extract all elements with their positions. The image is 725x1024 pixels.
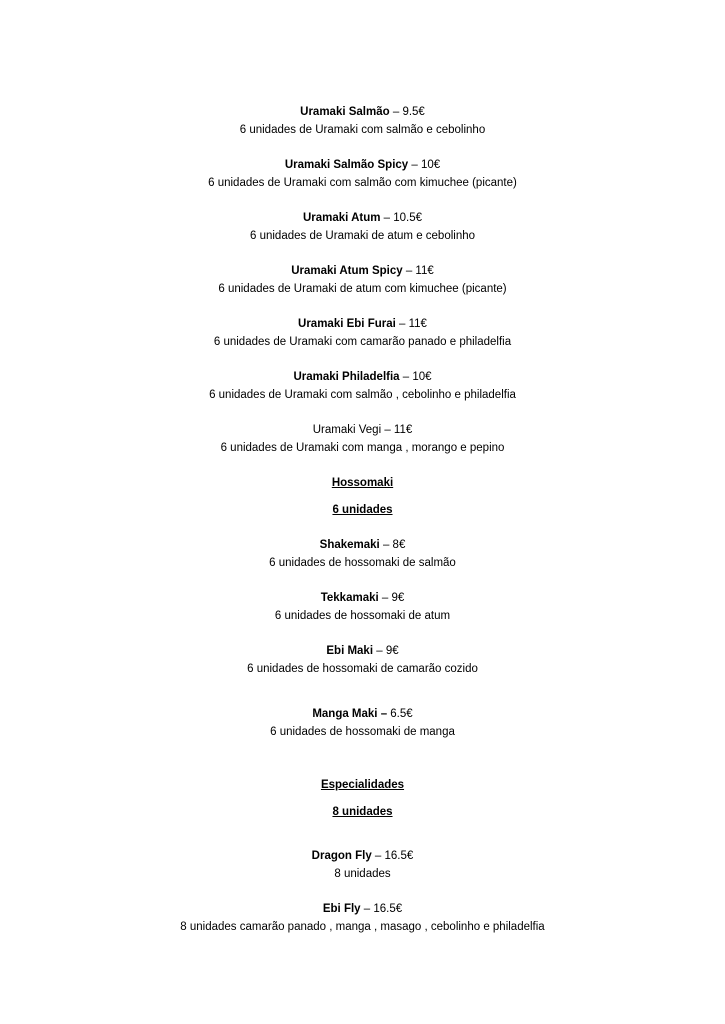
item-price: – 10.5€ xyxy=(380,212,423,224)
section-units: 6 unidades xyxy=(332,504,393,516)
menu-item xyxy=(0,209,725,245)
item-description: 6 unidades de Uramaki com camarão panado e philadelfia xyxy=(213,336,512,348)
item-description: 6 unidades de Uramaki de atum e cebolinho xyxy=(249,230,476,242)
item-price: – 11€ xyxy=(402,265,434,277)
item-description: 6 unidades de Uramaki de atum com kimuchee (picante) xyxy=(218,283,507,295)
item-description: 8 unidades xyxy=(334,868,391,880)
item-name: Shakemaki xyxy=(319,539,380,551)
menu-item xyxy=(0,589,725,625)
item-description: 6 unidades de Uramaki com manga , morango e pepino xyxy=(220,442,505,454)
item-price: – 11€ xyxy=(395,318,427,330)
item-description: 8 unidades camarão panado , manga , masago , cebolinho e philadelfia xyxy=(180,921,545,933)
menu-item xyxy=(0,156,725,192)
item-price: – 11€ xyxy=(381,424,413,436)
menu-item xyxy=(0,262,725,298)
item-name: Manga Maki – xyxy=(312,708,388,720)
item-description: 6 unidades de hossomaki de manga xyxy=(270,726,455,738)
item-name: Dragon Fly xyxy=(311,850,372,862)
menu-item xyxy=(0,642,725,678)
item-description: 6 unidades de Uramaki com salmão , cebolinho e philadelfia xyxy=(209,389,516,401)
item-name: Uramaki Salmão Spicy xyxy=(284,159,409,171)
menu-item xyxy=(0,847,725,883)
item-price: – 9€ xyxy=(373,645,399,657)
menu-item xyxy=(0,315,725,351)
section-title: Hossomaki xyxy=(331,477,394,489)
section-subheading xyxy=(0,501,725,519)
item-description: 6 unidades de hossomaki de atum xyxy=(274,610,451,622)
item-description: 6 unidades de hossomaki de camarão cozido xyxy=(247,663,478,675)
item-name: Tekkamaki xyxy=(320,592,379,604)
item-price: 6.5€ xyxy=(387,708,413,720)
menu-item xyxy=(0,536,725,572)
item-price: – 9.5€ xyxy=(389,106,425,118)
item-price: – 16.5€ xyxy=(360,903,403,915)
item-price: – 16.5€ xyxy=(371,850,414,862)
section-title: Especialidades xyxy=(320,779,405,791)
item-name: Uramaki Philadelfia xyxy=(293,371,400,383)
item-name: Uramaki Atum Spicy xyxy=(291,265,403,277)
item-name: Uramaki Salmão xyxy=(300,106,390,118)
item-name: Ebi Maki xyxy=(326,645,374,657)
item-name: Uramaki Atum xyxy=(302,212,381,224)
menu-item xyxy=(0,900,725,936)
item-price: – 8€ xyxy=(379,539,406,551)
item-price: – 10€ xyxy=(408,159,441,171)
item-price: – 10€ xyxy=(399,371,432,383)
section-subheading xyxy=(0,803,725,821)
item-name: Uramaki Vegi xyxy=(312,424,382,436)
item-description: 6 unidades de Uramaki com salmão com kimuchee (picante) xyxy=(208,177,517,189)
item-name: Ebi Fly xyxy=(322,903,361,915)
item-description: 6 unidades de hossomaki de salmão xyxy=(269,557,456,569)
section-heading xyxy=(0,776,725,794)
section-heading xyxy=(0,474,725,492)
menu-item xyxy=(0,705,725,741)
section-units: 8 unidades xyxy=(332,806,393,818)
item-name: Uramaki Ebi Furai xyxy=(298,318,396,330)
menu-item xyxy=(0,368,725,404)
menu-item xyxy=(0,421,725,457)
item-price: – 9€ xyxy=(378,592,405,604)
item-description: 6 unidades de Uramaki com salmão e cebolinho xyxy=(239,124,486,136)
menu-item xyxy=(0,103,725,139)
